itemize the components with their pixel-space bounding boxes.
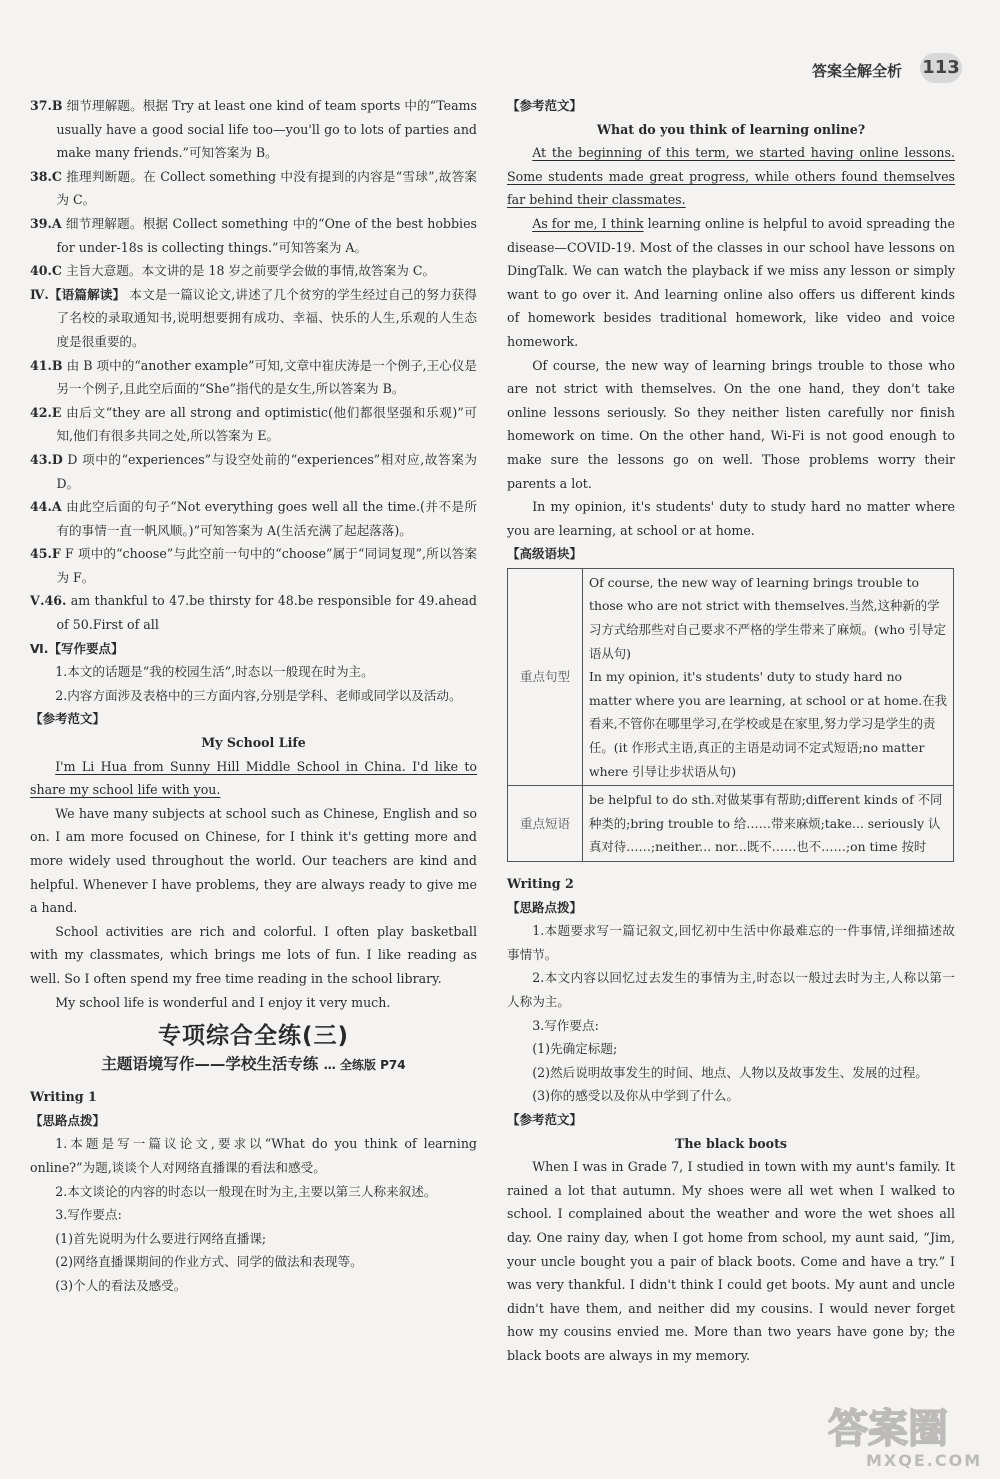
answer-text: 由后文“they are all strong and optimistic(他们都很坚强和乐观)”可知,他们有很多共同之处,所以答案为 E。 — [56, 404, 477, 444]
writing2-point: 1.本题要求写一篇记叙文,回忆初中生活中你最难忘的一件事情,详细描述故事情节。 — [507, 923, 955, 962]
answer-text: D 项中的“experiences”与设空处前的“experiences”相对应,故答案为 D。 — [56, 451, 477, 491]
answer-number: 38.C — [30, 168, 62, 184]
answer-number: Ⅳ.【语篇解读】 — [30, 286, 126, 302]
answer-number: 43.D — [30, 451, 63, 467]
section-subtitle: 主题语境写作——学校生活专练 … 全练版 P74 — [101, 1055, 406, 1074]
answer-number: 45.F — [30, 546, 61, 562]
answer-item — [30, 495, 477, 542]
answer-text: am thankful to 47.be thirsty for 48.be responsible for 49.ahead of 50.First of all — [56, 593, 477, 633]
writing1-point: 2.本文谈论的内容的时态以一般现在时为主,主要以第三人称来叙述。 — [55, 1183, 437, 1199]
key-sentence: In my opinion, it's students' duty to study hard no matter where you are learning, at school or at home.在我看来,不管你在哪里学习,在学校或是在家里,努力学习是学生的责任。(it 作形式主语,真正的主语是动词不定式短语;no matter where 引导让步状语从句) — [589, 669, 947, 779]
advanced-phrases-tag: 【高级语块】 — [507, 546, 583, 562]
reference-essay-tag: 【参考范文】 — [507, 98, 583, 113]
table-cell — [583, 568, 954, 785]
answer-text: F 项中的“choose”与此空前一句中的“choose”属于“同词复现”,所以答案为 F。 — [56, 546, 477, 585]
key-sentence: Of course, the new way of learning brings trouble to those who are not strict with themselves.当然,这种新的学习方式给那些对自己要求不严格的学生带来了麻烦。(who 引导定语从句) — [589, 574, 946, 661]
essay-title: My School Life — [201, 735, 306, 751]
writing1-point: 1.本题是写一篇议论文,要求以“What do you think of learning online?”为题,谈谈个人对网络直播课的看法和感受。 — [30, 1136, 477, 1175]
answer-item — [30, 589, 477, 636]
answer-text: 由 B 项中的“another example”可知,文章中崔庆涛是一个例子,王心仪是另一个例子,且此空后面的“She”指代的是女生,所以答案为 B。 — [56, 357, 477, 397]
writing1-label: Writing 1 — [30, 1089, 97, 1105]
answer-text: 细节理解题。根据 Try at least one kind of team sports 中的“Teams usually have a good social life too—you'll go to lots of parties and make many friends.”可知答案为 B。 — [56, 98, 477, 161]
writing1-point: (1)首先说明为什么要进行网络直播课; — [55, 1230, 267, 1246]
answer-item — [30, 354, 477, 401]
writing2-point: (3)你的感受以及你从中学到了什么。 — [532, 1088, 739, 1104]
answer-text: 由此空后面的句子“Not everything goes well all the time.(并不是所有的事情一直一帆风顺。)”可知答案为 A(生活充满了起起落落)。 — [56, 499, 477, 538]
writing2-point: (1)先确定标题; — [532, 1041, 618, 1057]
page-header-title: 答案全解全析 — [812, 62, 903, 80]
essay-paragraph: Of course, the new way of learning brings trouble to those who are not strict with themselves. On the one hand, they don't take online lessons seriously. So they neither listen carefully nor finish homework on time. On the other hand, Wi-Fi is not good enough to make sure the lessons go on well. Those problems worry their parents a lot. — [507, 357, 955, 491]
answer-item — [30, 542, 477, 589]
answer-item — [30, 259, 477, 283]
right-column — [507, 94, 955, 1367]
essay-title: What do you think of learning online? — [596, 121, 866, 137]
answer-item — [30, 94, 477, 165]
answer-number: 42.E — [30, 404, 62, 420]
essay-paragraph: In my opinion, it's students' duty to study hard no matter where you are learning, at school or at home. — [507, 499, 955, 538]
table-row-header: 重点短语 — [508, 786, 583, 862]
writing-point: 2.内容方面涉及表格中的三方面内容,分别是学科、老师或同学以及活动。 — [55, 687, 462, 703]
writing2-point: 2.本文内容以回忆过去发生的事情为主,时态以一般过去时为主,人称以第一人称为主。 — [507, 970, 955, 1009]
essay-intro-underlined: At the beginning of this term, we started having online lessons. Some students made great progress, while others found themselves far behind their classmates. — [507, 145, 955, 208]
table-row-header: 重点句型 — [508, 568, 583, 785]
answer-text: 主旨大意题。本文讲的是 18 岁之前要学会做的事情,故答案为 C。 — [65, 263, 436, 279]
essay-paragraph: We have many subjects at school such as Chinese, English and so on. I am more focused on Chinese, for I think it's getting more and more widely used throughout the world. Our teachers are kind and helpful. Whenever I have problems, they are always ready to give me a hand. — [30, 805, 477, 916]
answer-list — [30, 94, 477, 637]
advanced-phrases-table — [507, 568, 954, 862]
writing-points-tag: Ⅵ.【写作要点】 — [30, 640, 124, 656]
writing-point: 1.本文的话题是“我的校园生活”,时态以一般现在时为主。 — [55, 664, 374, 680]
watermark-logo — [822, 1398, 992, 1470]
essay-paragraph: School activities are rich and colorful. I often play basketball with my classmates, which brings me lots of fun. I like reading as well. So I often spend my free time reading in the school library. — [30, 923, 477, 986]
page-number-badge: 113 — [920, 53, 962, 83]
essay-paragraph: My school life is wonderful and I enjoy it very much. — [55, 994, 391, 1010]
answer-item — [30, 448, 477, 495]
answer-number: 41.B — [30, 357, 63, 373]
writing1-tag: 【思路点拨】 — [30, 1112, 106, 1128]
section-title: 专项综合全练(三) — [157, 1023, 350, 1050]
answer-item — [30, 401, 477, 448]
writing2-point: (2)然后说明故事发生的时间、地点、人物以及故事发生、发展的过程。 — [532, 1064, 928, 1080]
left-column — [30, 94, 477, 1298]
table-cell: be helpful to do sth.对做某事有帮助;different kinds of 不同种类的;bring trouble to 给……带来麻烦;take... seriously 认真对待……;neither... nor...既不……也不……;on time 按时 — [583, 786, 954, 862]
writing1-point: (2)网络直播课期间的作业方式、同学的做法和表现等。 — [55, 1254, 363, 1270]
writing1-point: (3)个人的看法及感受。 — [55, 1277, 187, 1293]
answer-text: 细节理解题。根据 Collect something 中的“One of the best hobbies for under-18s is collecting things.”可知答案为 A。 — [56, 215, 477, 255]
watermark-sub: MXQE.COM — [866, 1451, 983, 1470]
writing2-tag: 【思路点拨】 — [507, 899, 583, 915]
essay-paragraph: As for me, I think learning online is helpful to avoid spreading the disease—COVID-19. Most of the classes in our school have lessons on DingTalk. We can watch the playback if we miss any lesson or simply want to go over it. And learning online also offers us different kinds of homework besides traditional homework, like video and voice homework. — [507, 215, 955, 349]
writing2-point: 3.写作要点: — [532, 1017, 599, 1033]
reference-essay-tag: 【参考范文】 — [507, 1111, 583, 1127]
essay-intro-underlined: I'm Li Hua from Sunny Hill Middle School in China. I'd like to share my school life with you. — [30, 758, 477, 798]
answer-item — [30, 165, 477, 212]
watermark-text: 答案圈 — [828, 1406, 948, 1452]
answer-text: 本文是一篇议论文,讲述了几个贫穷的学生经过自己的努力获得了名校的录取通知书,说明想要拥有成功、幸福、快乐的人生,乐观的人生态度是很重要的。 — [56, 286, 477, 349]
answer-number: 37.B — [30, 98, 63, 113]
writing2-label: Writing 2 — [507, 876, 574, 891]
writing1-point: 3.写作要点: — [55, 1207, 122, 1223]
answer-item — [30, 212, 477, 259]
answer-text: 推理判断题。在 Collect something 中没有提到的内容是“雪球”,故答案为 C。 — [56, 168, 477, 208]
essay-title: The black boots — [675, 1135, 787, 1151]
answer-number: Ⅴ.46. — [30, 593, 67, 609]
answer-item — [30, 283, 477, 354]
answer-number: 39.A — [30, 215, 62, 231]
reference-essay-tag: 【参考范文】 — [30, 711, 106, 727]
answer-number: 40.C — [30, 263, 62, 279]
essay-paragraph: When I was in Grade 7, I studied in town with my aunt's family. It rained a lot that autumn. My shoes were all wet when I walked to school. I complained about the weather and wore the wet shoes all day. One rainy day, when I got home from school, my aunt said, “Jim, your uncle bought you a pair of black boots. Come and have a try.” I was very thankful. I didn't think I could get boots. My aunt and uncle didn't have them, and neither did my cousins. I would never forget how my cousins envied me. More than two years have gone by; the black boots are always in my memory. — [507, 1159, 955, 1363]
answer-number: 44.A — [30, 499, 62, 515]
